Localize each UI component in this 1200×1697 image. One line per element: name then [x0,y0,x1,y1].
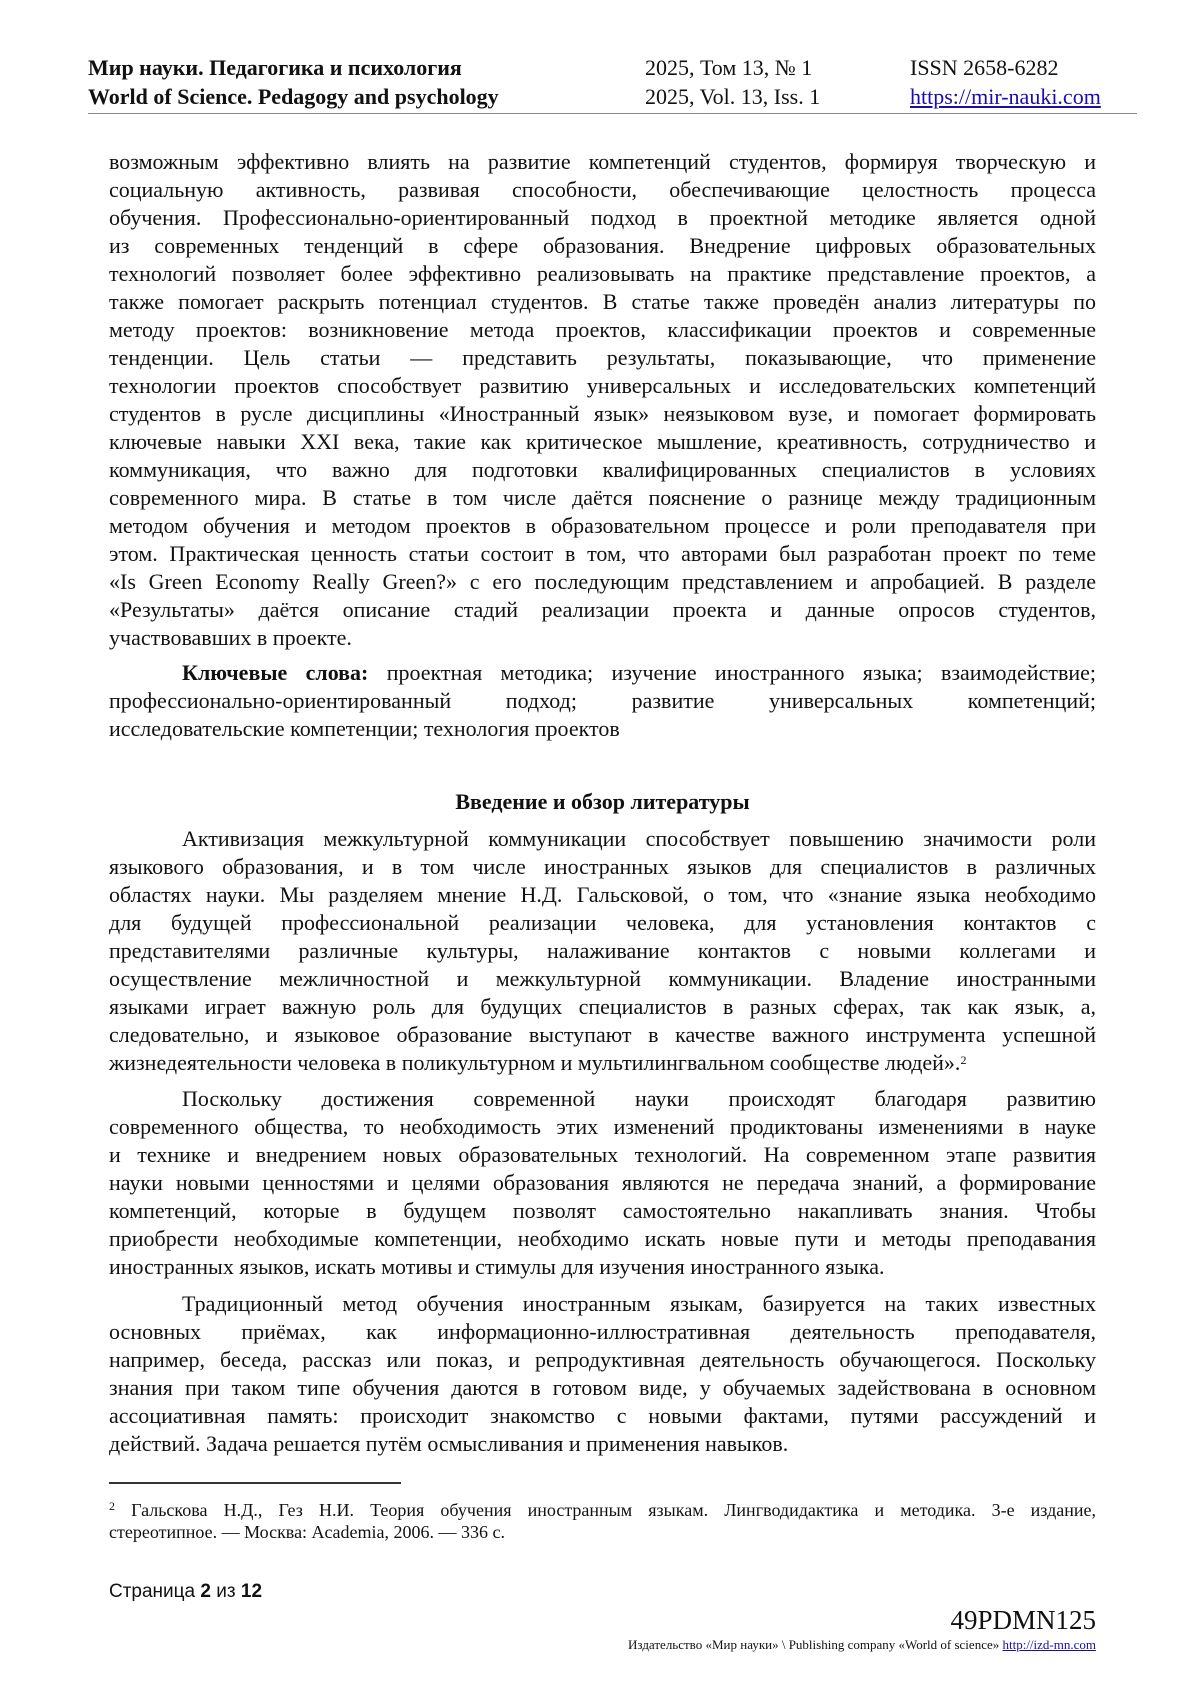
text-line: Активизация межкультурной коммуникации способствует повышению значимости роли [182,826,1096,851]
total-pages: 12 [240,1581,263,1602]
keywords-label: Ключевые слова: [182,660,369,685]
text-line: методу проектов: возникновение метода проектов, классификации проектов и современные [109,317,1096,342]
text-line: участвовавших в проекте. [109,625,352,650]
text-line: технологии проектов способствует развитию универсальных и исследовательских компетенций [109,373,1096,398]
page-counter-label: Страница [109,1581,201,1602]
text-line: знания при таком типе обучения даются в готовом виде, у обучаемых задействована в основном [109,1375,1096,1400]
text-line: Традиционный метод обучения иностранным языкам, базируется на таких известных [182,1291,1096,1316]
text-line: возможным эффективно влиять на развитие компетенций студентов, формируя творческую и [109,149,1096,174]
page-counter-sep: из [210,1581,241,1602]
text-line: «Is Green Economy Really Green?» с его последующим представлением и апробацией. В разделе [109,569,1096,594]
text-line: действий. Задача решается путём осмысливания и применения навыков. [109,1431,789,1456]
publisher-line [628,1637,1096,1653]
footnote-number: 2 [109,1499,115,1513]
text-line: например, беседа, рассказ или показ, и репродуктивная деятельность обучающегося. Поскольку [109,1347,1096,1372]
text-line: иностранных языков, искать мотивы и стимулы для изучения иностранного языка. [109,1254,885,1279]
keywords-text: проектная методика; изучение иностранного языка; взаимодействие; [368,660,1096,685]
text-line: основных приёмах, как информационно-иллюстративная деятельность преподавателя, [109,1319,1096,1344]
text-line: также помогает раскрыть потенциал студентов. В статье также проведён анализ литературы по [109,289,1096,314]
text-line: обучения. Профессионально-ориентированный подход в проектной методике является одной [109,205,1096,230]
text-line: следовательно, и языковое образование выступают в качестве важного инструмента успешной [109,1022,1096,1047]
text-line: ассоциативная память: происходит знакомство с новыми фактами, путями рассуждений и [109,1403,1096,1428]
text-line: и технике и внедрением новых образовательных технологий. На современном этапе развития [109,1142,1096,1167]
text-line: представителями различные культуры, налаживание контактов с новыми коллегами и [109,938,1096,963]
text-line: технологий позволяет более эффективно реализовывать на практике представление проектов, а [109,261,1096,286]
text-line: современного мира. В статье в том числе даётся пояснение о разнице между традиционным [109,485,1096,510]
footnote-ref[interactable]: 2 [960,1053,967,1067]
text-line: компетенций, которые в будущем позволят самостоятельно накапливать знания. Чтобы [109,1198,1096,1223]
issue-ru: 2025, Том 13, № 1 [645,55,813,80]
publisher-url-link[interactable]: http://izd-mn.com [1002,1637,1096,1652]
footnote-text: Гальскова Н.Д., Гез Н.И. Теория обучения иностранным языкам. Лингводидактика и методика. 3-е издание, [115,1500,1096,1520]
issn: ISSN 2658-6282 [910,55,1059,80]
keywords-line: профессионально-ориентированный подход; развитие универсальных компетенций; [109,688,1096,713]
journal-title-en: World of Science. Pedagogy and psychology [88,84,499,109]
section-heading: Введение и обзор литературы [455,789,750,814]
text-line: социальную активность, развивая способности, обеспечивающие целостность процесса [109,177,1096,202]
text-line: современного общества, то необходимость этих изменений продиктованы изменениями в науке [109,1114,1096,1139]
publisher-text: Издательство «Мир науки» \ Publishing company «World of science» [628,1637,1003,1652]
text-line: Поскольку достижения современной науки происходят благодаря развитию [182,1086,1096,1111]
text-line: науки новыми ценностями и целями образования являются не передача знаний, а формирование [109,1170,1096,1195]
text-line: методом обучения и методом проектов в образовательном процессе и роли преподавателя при [109,513,1096,538]
text-line: приобрести необходимые компетенции, необходимо искать новые пути и методы преподавания [109,1226,1096,1251]
footnote-line [109,1499,1096,1521]
text-line: осуществление межличностной и межкультурной коммуникации. Владение иностранными [109,966,1096,991]
text-line: областях науки. Мы разделяем мнение Н.Д. Гальсковой, о том, что «знание языка необходимо [109,882,1096,907]
issue-en: 2025, Vol. 13, Iss. 1 [645,84,821,109]
current-page: 2 [200,1581,211,1602]
text-line: из современных тенденций в сфере образования. Внедрение цифровых образовательных [109,233,1096,258]
text-line: этом. Практическая ценность статьи состоит в том, что авторами был разработан проект по теме [109,541,1096,566]
text-line: языками играет важную роль для будущих специалистов в разных сферах, так как язык, а, [109,994,1096,1019]
article-code: 49PDMN125 [950,1605,1096,1635]
journal-title-ru: Мир науки. Педагогика и психология [88,55,462,80]
keywords-line [182,659,1096,687]
text-line: студентов в русле дисциплины «Иностранный язык» неязыковом вузе, и помогает формировать [109,401,1096,426]
page-counter [109,1580,262,1604]
keywords-line: исследовательские компетенции; технология проектов [109,716,620,741]
text-line: для будущей профессиональной реализации человека, для установления контактов с [109,910,1096,935]
text-line: ключевые навыки XXI века, такие как критическое мышление, креативность, сотрудничество и [109,429,1096,454]
text-line: жизнедеятельности человека в поликультурном и мультилингвальном сообществе людей».$^2$ [109,1050,967,1075]
text-line: языкового образования, и в том числе иностранных языков для специалистов в различных [109,854,1096,879]
footnote-divider [109,1482,401,1484]
text-line: «Результаты» даётся описание стадий реализации проекта и данные опросов студентов, [109,597,1096,622]
text-line: коммуникация, что важно для подготовки квалифицированных специалистов в условиях [109,457,1096,482]
footnote-line: стереотипное. — Москва: Academia, 2006. — 336 с. [109,1522,506,1542]
text-line: тенденции. Цель статьи — представить результаты, показывающие, что применение [109,345,1096,370]
journal-url-link[interactable]: https://mir-nauki.com [910,84,1101,109]
header-divider [88,113,1137,114]
